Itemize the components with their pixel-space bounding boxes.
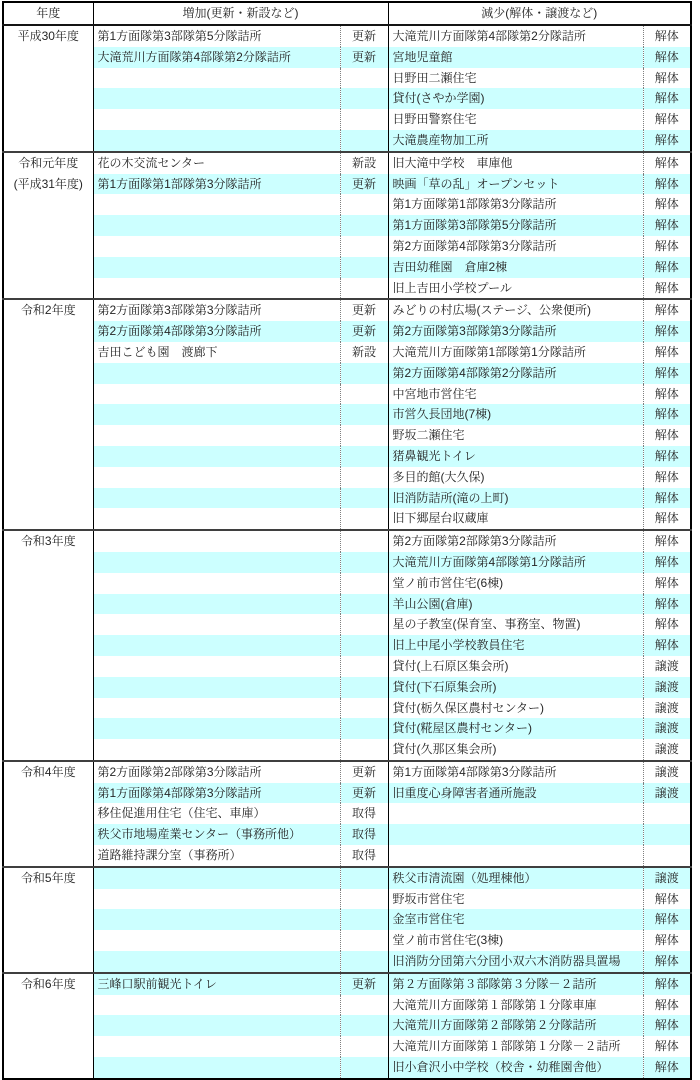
year-cell bbox=[3, 973, 93, 1079]
table-row bbox=[3, 739, 691, 761]
increase-type-cell bbox=[340, 594, 388, 615]
decrease-name-cell: 第2方面隊第4部隊第3分隊詰所 bbox=[388, 236, 643, 257]
decrease-type-cell bbox=[643, 824, 691, 845]
increase-name-cell bbox=[93, 425, 340, 446]
increase-type-cell bbox=[340, 215, 388, 236]
table-row bbox=[3, 174, 691, 195]
year-label: 令和3年度 bbox=[20, 534, 76, 549]
increase-name-cell: 三峰口駅前観光トイレ bbox=[93, 973, 340, 995]
increase-type-cell bbox=[340, 552, 388, 573]
decrease-type-cell: 解体 bbox=[643, 174, 691, 195]
decrease-type-cell: 解体 bbox=[643, 573, 691, 594]
increase-name-cell: 第1方面隊第3部隊第5分隊詰所 bbox=[93, 25, 340, 47]
decrease-type-cell: 解体 bbox=[643, 342, 691, 363]
decrease-name-cell bbox=[388, 845, 643, 867]
table-row bbox=[3, 995, 691, 1016]
table-row bbox=[3, 973, 691, 995]
table-row bbox=[3, 698, 691, 719]
decrease-type-cell: 解体 bbox=[643, 25, 691, 47]
increase-name-cell bbox=[93, 278, 340, 300]
increase-type-cell bbox=[340, 425, 388, 446]
increase-name-cell bbox=[93, 384, 340, 405]
decrease-name-cell: 堂ノ前市営住宅(6棟) bbox=[388, 573, 643, 594]
decrease-name-cell: 第1方面隊第4部隊第3分隊詰所 bbox=[388, 761, 643, 783]
year-cell bbox=[3, 152, 93, 300]
decrease-name-cell: 貸付(上石原区集会所) bbox=[388, 656, 643, 677]
decrease-type-cell: 解体 bbox=[643, 635, 691, 656]
increase-name-cell bbox=[93, 236, 340, 257]
decrease-type-cell: 譲渡 bbox=[643, 698, 691, 719]
year-label: 令和4年度 bbox=[20, 764, 76, 779]
increase-type-cell bbox=[340, 278, 388, 300]
decrease-type-cell: 解体 bbox=[643, 130, 691, 152]
table-row bbox=[3, 1015, 691, 1036]
increase-name-cell bbox=[93, 1036, 340, 1057]
table-row bbox=[3, 446, 691, 467]
decrease-name-cell: 第1方面隊第1部隊第3分隊詰所 bbox=[388, 194, 643, 215]
increase-name-cell bbox=[93, 739, 340, 761]
decrease-name-cell: 第2方面隊第4部隊第2分隊詰所 bbox=[388, 363, 643, 384]
increase-name-cell bbox=[93, 1015, 340, 1036]
asset-change-table bbox=[2, 1, 692, 1080]
table-row bbox=[3, 761, 691, 783]
table-row bbox=[3, 508, 691, 530]
header-row bbox=[3, 2, 691, 25]
increase-type-cell bbox=[340, 1057, 388, 1079]
increase-type-cell bbox=[340, 88, 388, 109]
year-label: 令和5年度 bbox=[20, 870, 76, 885]
decrease-type-cell bbox=[643, 845, 691, 867]
increase-type-cell bbox=[340, 236, 388, 257]
table-row bbox=[3, 321, 691, 342]
decrease-type-cell: 解体 bbox=[643, 88, 691, 109]
increase-name-cell bbox=[93, 909, 340, 930]
increase-name-cell bbox=[93, 656, 340, 677]
increase-type-cell: 更新 bbox=[340, 973, 388, 995]
col-header-decrease: 減少(解体・譲渡など) bbox=[388, 2, 691, 25]
year-label: 令和元年度 bbox=[18, 155, 79, 170]
increase-type-cell bbox=[340, 889, 388, 910]
increase-name-cell: 秩父市地場産業センター（事務所他） bbox=[93, 824, 340, 845]
increase-type-cell: 新設 bbox=[340, 342, 388, 363]
table-row bbox=[3, 930, 691, 951]
table-row bbox=[3, 278, 691, 300]
increase-type-cell bbox=[340, 1036, 388, 1057]
table-row bbox=[3, 1057, 691, 1079]
year-sublabel: (平成31年度) bbox=[13, 176, 83, 191]
table-row bbox=[3, 467, 691, 488]
table-body bbox=[3, 25, 691, 1079]
decrease-name-cell: 大滝荒川方面隊第１部隊第１分隊－２詰所 bbox=[388, 1036, 643, 1057]
decrease-type-cell: 解体 bbox=[643, 909, 691, 930]
year-label: 平成30年度 bbox=[17, 29, 79, 43]
table-row bbox=[3, 363, 691, 384]
decrease-type-cell: 解体 bbox=[643, 930, 691, 951]
table-row bbox=[3, 194, 691, 215]
decrease-type-cell: 解体 bbox=[643, 446, 691, 467]
increase-name-cell bbox=[93, 88, 340, 109]
increase-type-cell bbox=[340, 677, 388, 698]
table-row bbox=[3, 488, 691, 509]
decrease-name-cell: 野坂二瀬住宅 bbox=[388, 425, 643, 446]
year-cell bbox=[3, 761, 93, 867]
increase-name-cell bbox=[93, 194, 340, 215]
increase-type-cell bbox=[340, 930, 388, 951]
year-cell bbox=[3, 299, 93, 530]
decrease-type-cell: 解体 bbox=[643, 951, 691, 973]
increase-name-cell bbox=[93, 951, 340, 973]
increase-name-cell bbox=[93, 488, 340, 509]
increase-type-cell: 取得 bbox=[340, 803, 388, 824]
decrease-name-cell: 大滝荒川方面隊第１部隊第１分隊車庫 bbox=[388, 995, 643, 1016]
decrease-type-cell: 譲渡 bbox=[643, 783, 691, 804]
decrease-type-cell: 解体 bbox=[643, 889, 691, 910]
decrease-type-cell: 譲渡 bbox=[643, 867, 691, 889]
decrease-name-cell: 大滝荒川方面隊第２部隊第２分隊詰所 bbox=[388, 1015, 643, 1036]
decrease-type-cell: 解体 bbox=[643, 425, 691, 446]
decrease-type-cell: 解体 bbox=[643, 68, 691, 89]
table-row bbox=[3, 552, 691, 573]
increase-name-cell bbox=[93, 889, 340, 910]
decrease-type-cell: 解体 bbox=[643, 194, 691, 215]
decrease-type-cell: 解体 bbox=[643, 552, 691, 573]
decrease-type-cell: 解体 bbox=[643, 594, 691, 615]
increase-type-cell bbox=[340, 995, 388, 1016]
decrease-name-cell: 第2方面隊第2部隊第3分隊詰所 bbox=[388, 530, 643, 552]
decrease-type-cell: 譲渡 bbox=[643, 656, 691, 677]
increase-name-cell bbox=[93, 698, 340, 719]
decrease-type-cell bbox=[643, 803, 691, 824]
increase-type-cell bbox=[340, 109, 388, 130]
table-row bbox=[3, 342, 691, 363]
decrease-type-cell: 解体 bbox=[643, 1057, 691, 1079]
decrease-name-cell: 大滝荒川方面隊第4部隊第1分隊詰所 bbox=[388, 552, 643, 573]
decrease-type-cell: 解体 bbox=[643, 236, 691, 257]
increase-type-cell bbox=[340, 488, 388, 509]
decrease-type-cell: 解体 bbox=[643, 384, 691, 405]
decrease-name-cell: 中宮地市営住宅 bbox=[388, 384, 643, 405]
increase-name-cell bbox=[93, 635, 340, 656]
increase-type-cell bbox=[340, 739, 388, 761]
increase-name-cell bbox=[93, 215, 340, 236]
increase-type-cell bbox=[340, 194, 388, 215]
table-row bbox=[3, 109, 691, 130]
table-row bbox=[3, 594, 691, 615]
increase-name-cell bbox=[93, 867, 340, 889]
increase-type-cell bbox=[340, 130, 388, 152]
decrease-type-cell: 解体 bbox=[643, 1036, 691, 1057]
increase-name-cell bbox=[93, 508, 340, 530]
table-row bbox=[3, 384, 691, 405]
decrease-type-cell: 解体 bbox=[643, 321, 691, 342]
decrease-name-cell: 旧消防分団第六分団小双六木消防器具置場 bbox=[388, 951, 643, 973]
increase-type-cell: 新設 bbox=[340, 152, 388, 174]
decrease-type-cell: 解体 bbox=[643, 1015, 691, 1036]
increase-type-cell bbox=[340, 635, 388, 656]
decrease-name-cell: 市営久長団地(7棟) bbox=[388, 404, 643, 425]
increase-type-cell: 更新 bbox=[340, 299, 388, 321]
increase-name-cell bbox=[93, 109, 340, 130]
increase-type-cell bbox=[340, 404, 388, 425]
increase-type-cell: 取得 bbox=[340, 845, 388, 867]
decrease-type-cell: 解体 bbox=[643, 467, 691, 488]
increase-type-cell bbox=[340, 363, 388, 384]
table-row bbox=[3, 47, 691, 68]
decrease-name-cell: 旧下郷屋台収蔵庫 bbox=[388, 508, 643, 530]
table-row bbox=[3, 152, 691, 174]
decrease-name-cell bbox=[388, 824, 643, 845]
increase-name-cell bbox=[93, 257, 340, 278]
decrease-type-cell: 譲渡 bbox=[643, 677, 691, 698]
increase-name-cell bbox=[93, 552, 340, 573]
table-row bbox=[3, 635, 691, 656]
increase-type-cell: 更新 bbox=[340, 174, 388, 195]
decrease-type-cell: 解体 bbox=[643, 215, 691, 236]
increase-type-cell bbox=[340, 384, 388, 405]
increase-name-cell bbox=[93, 130, 340, 152]
increase-name-cell bbox=[93, 446, 340, 467]
increase-name-cell bbox=[93, 995, 340, 1016]
decrease-name-cell: 星の子教室(保育室、事務室、物置) bbox=[388, 614, 643, 635]
decrease-name-cell: 貸付(栃久保区農村センター) bbox=[388, 698, 643, 719]
increase-type-cell bbox=[340, 867, 388, 889]
increase-name-cell bbox=[93, 930, 340, 951]
table-row bbox=[3, 404, 691, 425]
decrease-name-cell: 旧重度心身障害者通所施設 bbox=[388, 783, 643, 804]
decrease-name-cell: 猪鼻観光トイレ bbox=[388, 446, 643, 467]
table-row bbox=[3, 130, 691, 152]
year-label: 令和6年度 bbox=[20, 976, 76, 991]
decrease-name-cell: 多目的館(大久保) bbox=[388, 467, 643, 488]
increase-type-cell bbox=[340, 951, 388, 973]
increase-name-cell bbox=[93, 68, 340, 89]
increase-name-cell: 第2方面隊第3部隊第3分隊詰所 bbox=[93, 299, 340, 321]
increase-type-cell bbox=[340, 718, 388, 739]
decrease-name-cell: 大滝農産物加工所 bbox=[388, 130, 643, 152]
increase-type-cell bbox=[340, 257, 388, 278]
decrease-name-cell: 旧小倉沢小中学校（校舎・幼稚園舎他） bbox=[388, 1057, 643, 1079]
increase-name-cell bbox=[93, 718, 340, 739]
increase-type-cell: 更新 bbox=[340, 321, 388, 342]
table-row bbox=[3, 845, 691, 867]
decrease-name-cell: 野坂市営住宅 bbox=[388, 889, 643, 910]
year-cell bbox=[3, 25, 93, 152]
decrease-name-cell: 日野田警察住宅 bbox=[388, 109, 643, 130]
table-header bbox=[3, 2, 691, 25]
year-cell bbox=[3, 867, 93, 973]
decrease-name-cell: 旧消防詰所(滝の上町) bbox=[388, 488, 643, 509]
decrease-name-cell: 日野田二瀬住宅 bbox=[388, 68, 643, 89]
increase-name-cell: 第2方面隊第4部隊第3分隊詰所 bbox=[93, 321, 340, 342]
decrease-name-cell: 旧大滝中学校 車庫他 bbox=[388, 152, 643, 174]
decrease-type-cell: 譲渡 bbox=[643, 761, 691, 783]
increase-name-cell bbox=[93, 677, 340, 698]
increase-type-cell: 取得 bbox=[340, 824, 388, 845]
decrease-name-cell: 金室市営住宅 bbox=[388, 909, 643, 930]
increase-name-cell: 吉田こども園 渡廊下 bbox=[93, 342, 340, 363]
decrease-name-cell: 大滝荒川方面隊第4部隊第2分隊詰所 bbox=[388, 25, 643, 47]
table-row bbox=[3, 803, 691, 824]
increase-name-cell: 大滝荒川方面隊第4部隊第2分隊詰所 bbox=[93, 47, 340, 68]
decrease-type-cell: 解体 bbox=[643, 530, 691, 552]
increase-type-cell bbox=[340, 698, 388, 719]
increase-name-cell bbox=[93, 467, 340, 488]
table-row bbox=[3, 656, 691, 677]
decrease-type-cell: 解体 bbox=[643, 508, 691, 530]
decrease-type-cell: 解体 bbox=[643, 47, 691, 68]
increase-type-cell bbox=[340, 1015, 388, 1036]
decrease-name-cell: 第2方面隊第3部隊第3分隊詰所 bbox=[388, 321, 643, 342]
decrease-type-cell: 解体 bbox=[643, 488, 691, 509]
table-row bbox=[3, 718, 691, 739]
increase-name-cell bbox=[93, 1057, 340, 1079]
increase-type-cell: 更新 bbox=[340, 25, 388, 47]
increase-name-cell: 第1方面隊第4部隊第3分隊詰所 bbox=[93, 783, 340, 804]
increase-name-cell bbox=[93, 594, 340, 615]
decrease-type-cell: 解体 bbox=[643, 995, 691, 1016]
table-row bbox=[3, 677, 691, 698]
decrease-name-cell: 第２方面隊第３部隊第３分隊－２詰所 bbox=[388, 973, 643, 995]
increase-type-cell bbox=[340, 68, 388, 89]
increase-name-cell bbox=[93, 614, 340, 635]
decrease-type-cell: 解体 bbox=[643, 404, 691, 425]
table-row bbox=[3, 299, 691, 321]
decrease-name-cell: 秩父市清流園（処理棟他） bbox=[388, 867, 643, 889]
year-label: 令和2年度 bbox=[20, 303, 76, 318]
table-row bbox=[3, 867, 691, 889]
table-row bbox=[3, 1036, 691, 1057]
decrease-type-cell: 解体 bbox=[643, 152, 691, 174]
increase-name-cell bbox=[93, 573, 340, 594]
decrease-type-cell: 解体 bbox=[643, 363, 691, 384]
increase-name-cell bbox=[93, 404, 340, 425]
table-row bbox=[3, 889, 691, 910]
table-row bbox=[3, 614, 691, 635]
decrease-type-cell: 解体 bbox=[643, 614, 691, 635]
decrease-name-cell: 映画「草の乱」オープンセット bbox=[388, 174, 643, 195]
table-row bbox=[3, 909, 691, 930]
decrease-name-cell: 堂ノ前市営住宅(3棟) bbox=[388, 930, 643, 951]
decrease-type-cell: 譲渡 bbox=[643, 739, 691, 761]
decrease-name-cell: 旧上吉田小学校プール bbox=[388, 278, 643, 300]
increase-type-cell bbox=[340, 446, 388, 467]
year-cell bbox=[3, 530, 93, 761]
table-row bbox=[3, 88, 691, 109]
table-row bbox=[3, 215, 691, 236]
decrease-name-cell: 羊山公園(倉庫) bbox=[388, 594, 643, 615]
increase-type-cell: 更新 bbox=[340, 783, 388, 804]
increase-type-cell bbox=[340, 573, 388, 594]
increase-name-cell: 花の木交流センター bbox=[93, 152, 340, 174]
decrease-name-cell: 吉田幼稚園 倉庫2棟 bbox=[388, 257, 643, 278]
table-row bbox=[3, 824, 691, 845]
table-row bbox=[3, 425, 691, 446]
increase-type-cell: 更新 bbox=[340, 47, 388, 68]
decrease-name-cell: 第1方面隊第3部隊第5分隊詰所 bbox=[388, 215, 643, 236]
decrease-type-cell: 解体 bbox=[643, 299, 691, 321]
decrease-type-cell: 解体 bbox=[643, 257, 691, 278]
table-row bbox=[3, 573, 691, 594]
decrease-name-cell: 貸付(糀屋区農村センター) bbox=[388, 718, 643, 739]
decrease-name-cell: 大滝荒川方面隊第1部隊第1分隊詰所 bbox=[388, 342, 643, 363]
table-row bbox=[3, 68, 691, 89]
decrease-name-cell: 貸付(下石原集会所) bbox=[388, 677, 643, 698]
table-row bbox=[3, 257, 691, 278]
decrease-name-cell bbox=[388, 803, 643, 824]
col-header-year: 年度 bbox=[3, 2, 93, 25]
col-header-increase: 増加(更新・新設など) bbox=[93, 2, 388, 25]
table-row bbox=[3, 783, 691, 804]
decrease-type-cell: 譲渡 bbox=[643, 718, 691, 739]
decrease-name-cell: 貸付(さやか学園) bbox=[388, 88, 643, 109]
decrease-type-cell: 解体 bbox=[643, 109, 691, 130]
table-row bbox=[3, 530, 691, 552]
increase-type-cell bbox=[340, 508, 388, 530]
increase-type-cell bbox=[340, 467, 388, 488]
increase-name-cell: 道路維持課分室（事務所） bbox=[93, 845, 340, 867]
increase-name-cell bbox=[93, 530, 340, 552]
increase-name-cell: 第2方面隊第2部隊第3分隊詰所 bbox=[93, 761, 340, 783]
increase-type-cell: 更新 bbox=[340, 761, 388, 783]
increase-type-cell bbox=[340, 909, 388, 930]
decrease-name-cell: みどりの村広場(ステージ、公衆便所) bbox=[388, 299, 643, 321]
decrease-type-cell: 解体 bbox=[643, 973, 691, 995]
table-row bbox=[3, 25, 691, 47]
increase-type-cell bbox=[340, 530, 388, 552]
decrease-type-cell: 解体 bbox=[643, 278, 691, 300]
increase-name-cell: 移住促進用住宅（住宅、車庫） bbox=[93, 803, 340, 824]
decrease-name-cell: 宮地児童館 bbox=[388, 47, 643, 68]
decrease-name-cell: 旧上中尾小学校教員住宅 bbox=[388, 635, 643, 656]
table-row bbox=[3, 951, 691, 973]
increase-name-cell bbox=[93, 363, 340, 384]
decrease-name-cell: 貸付(久那区集会所) bbox=[388, 739, 643, 761]
increase-type-cell bbox=[340, 614, 388, 635]
increase-name-cell: 第1方面隊第1部隊第3分隊詰所 bbox=[93, 174, 340, 195]
table-row bbox=[3, 236, 691, 257]
increase-type-cell bbox=[340, 656, 388, 677]
